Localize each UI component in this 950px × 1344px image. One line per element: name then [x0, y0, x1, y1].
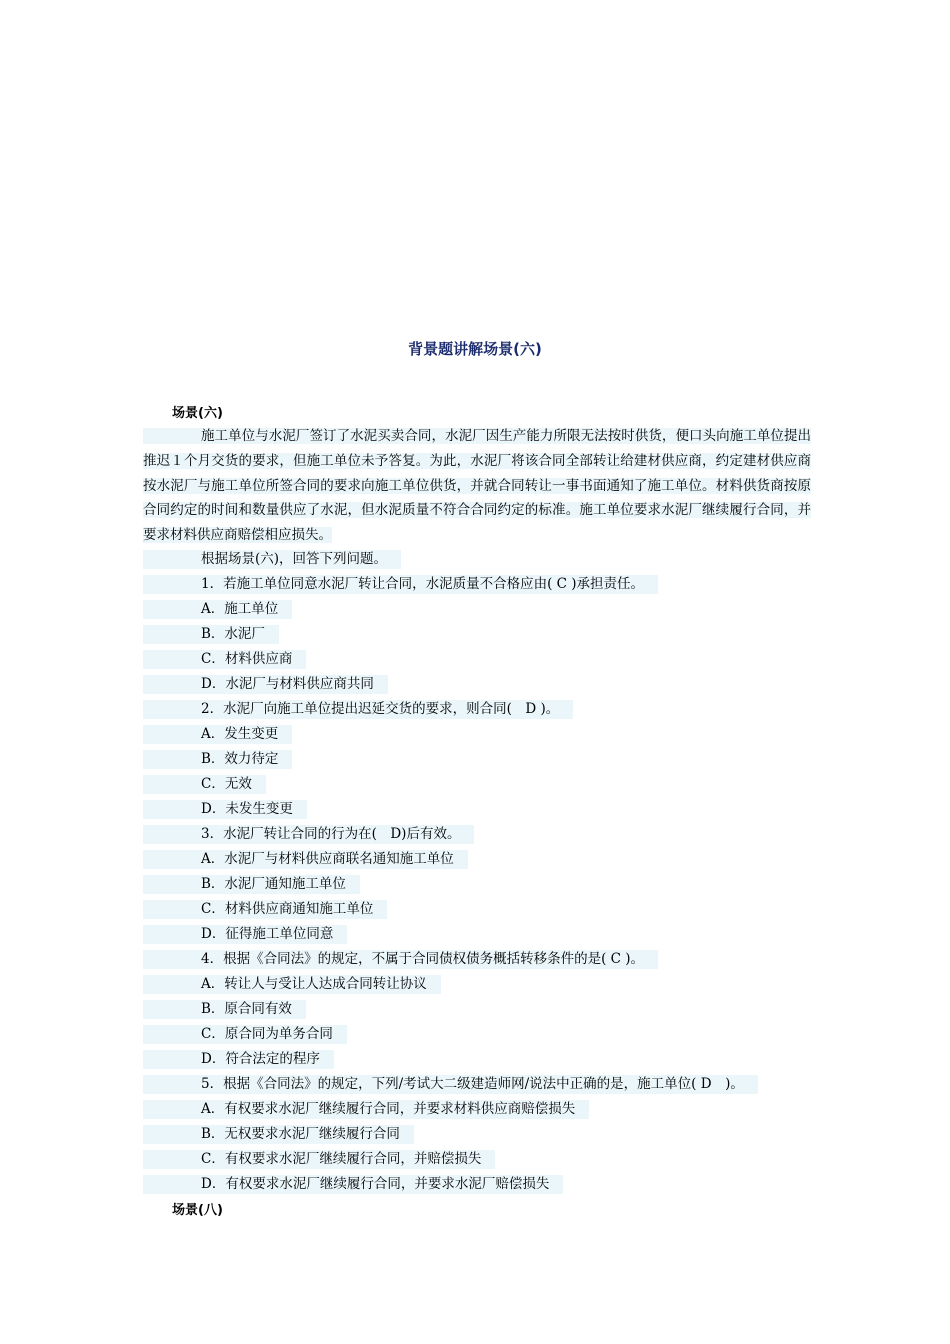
- question-3-option-c: C．材料供应商通知施工单位: [143, 900, 387, 919]
- question-5-option-c: C．有权要求水泥厂继续履行合同，并赔偿损失: [143, 1150, 495, 1169]
- question-5-option-b: B．无权要求水泥厂继续履行合同: [143, 1125, 414, 1144]
- question-1-option-a: A．施工单位: [143, 600, 292, 619]
- question-1-option-d: D．水泥厂与材料供应商共同: [143, 675, 388, 694]
- question-1-option-b: B．水泥厂: [143, 625, 279, 644]
- question-4-stem: 4．根据《合同法》的规定，不属于合同债权债务概括转移条件的是( C )。: [143, 950, 658, 969]
- question-4-option-d: D．符合法定的程序: [143, 1050, 334, 1069]
- question-5-option-d: D．有权要求水泥厂继续履行合同，并要求水泥厂赔偿损失: [143, 1175, 563, 1194]
- question-4-option-a: A．转让人与受让人达成合同转让协议: [143, 975, 441, 994]
- question-3-option-b: B．水泥厂通知施工单位: [143, 875, 360, 894]
- question-5-option-a: A．有权要求水泥厂继续履行合同，并要求材料供应商赔偿损失: [143, 1100, 589, 1119]
- question-4-option-c: C．原合同为单务合同: [143, 1025, 347, 1044]
- question-2-stem: 2．水泥厂向施工单位提出迟延交货的要求，则合同( D )。: [143, 700, 573, 719]
- page-title: 背景题讲解场景(六): [408, 340, 542, 358]
- question-3-option-d: D．征得施工单位同意: [143, 925, 347, 944]
- question-2-option-a: A．发生变更: [143, 725, 292, 744]
- question-1-option-c: C．材料供应商: [143, 650, 306, 669]
- question-3-stem: 3．水泥厂转让合同的行为在( D)后有效。: [143, 825, 474, 844]
- instruction-line: 根据场景(六)，回答下列问题。: [143, 550, 401, 569]
- question-5-stem: 5．根据《合同法》的规定，下列/考试大二级建造师网/说法中正确的是，施工单位( D )。: [143, 1075, 758, 1094]
- section-label: 场景(六): [172, 406, 223, 421]
- next-section-label: 场景(八): [172, 1203, 223, 1218]
- question-2-option-c: C．无效: [143, 775, 266, 794]
- scenario-text: 施工单位与水泥厂签订了水泥买卖合同，水泥厂因生产能力所限无法按时供货，便口头向施工单位提出推迟１个月交货的要求，但施工单位未予答复。为此，水泥厂将该合同全部转让给建材供应商，约定建材供应商按水泥厂与施工单位所签合同的要求向施工单位供货，并就合同转让一事书面通知了施工单位。材料供货商按原合同约定的时间和数量供应了水泥，但水泥质量不符合合同约定的标准。施工单位要求水泥厂继续履行合同，并要求材料供应商赔偿相应损失。: [143, 428, 811, 544]
- question-2-option-d: D．未发生变更: [143, 800, 307, 819]
- scenario-paragraph: [143, 424, 811, 548]
- question-2-option-b: B．效力待定: [143, 750, 292, 769]
- question-3-option-a: A．水泥厂与材料供应商联名通知施工单位: [143, 850, 468, 869]
- question-4-option-b: B．原合同有效: [143, 1000, 306, 1019]
- question-1-stem: 1．若施工单位同意水泥厂转让合同，水泥质量不合格应由( C )承担责任。: [143, 575, 658, 594]
